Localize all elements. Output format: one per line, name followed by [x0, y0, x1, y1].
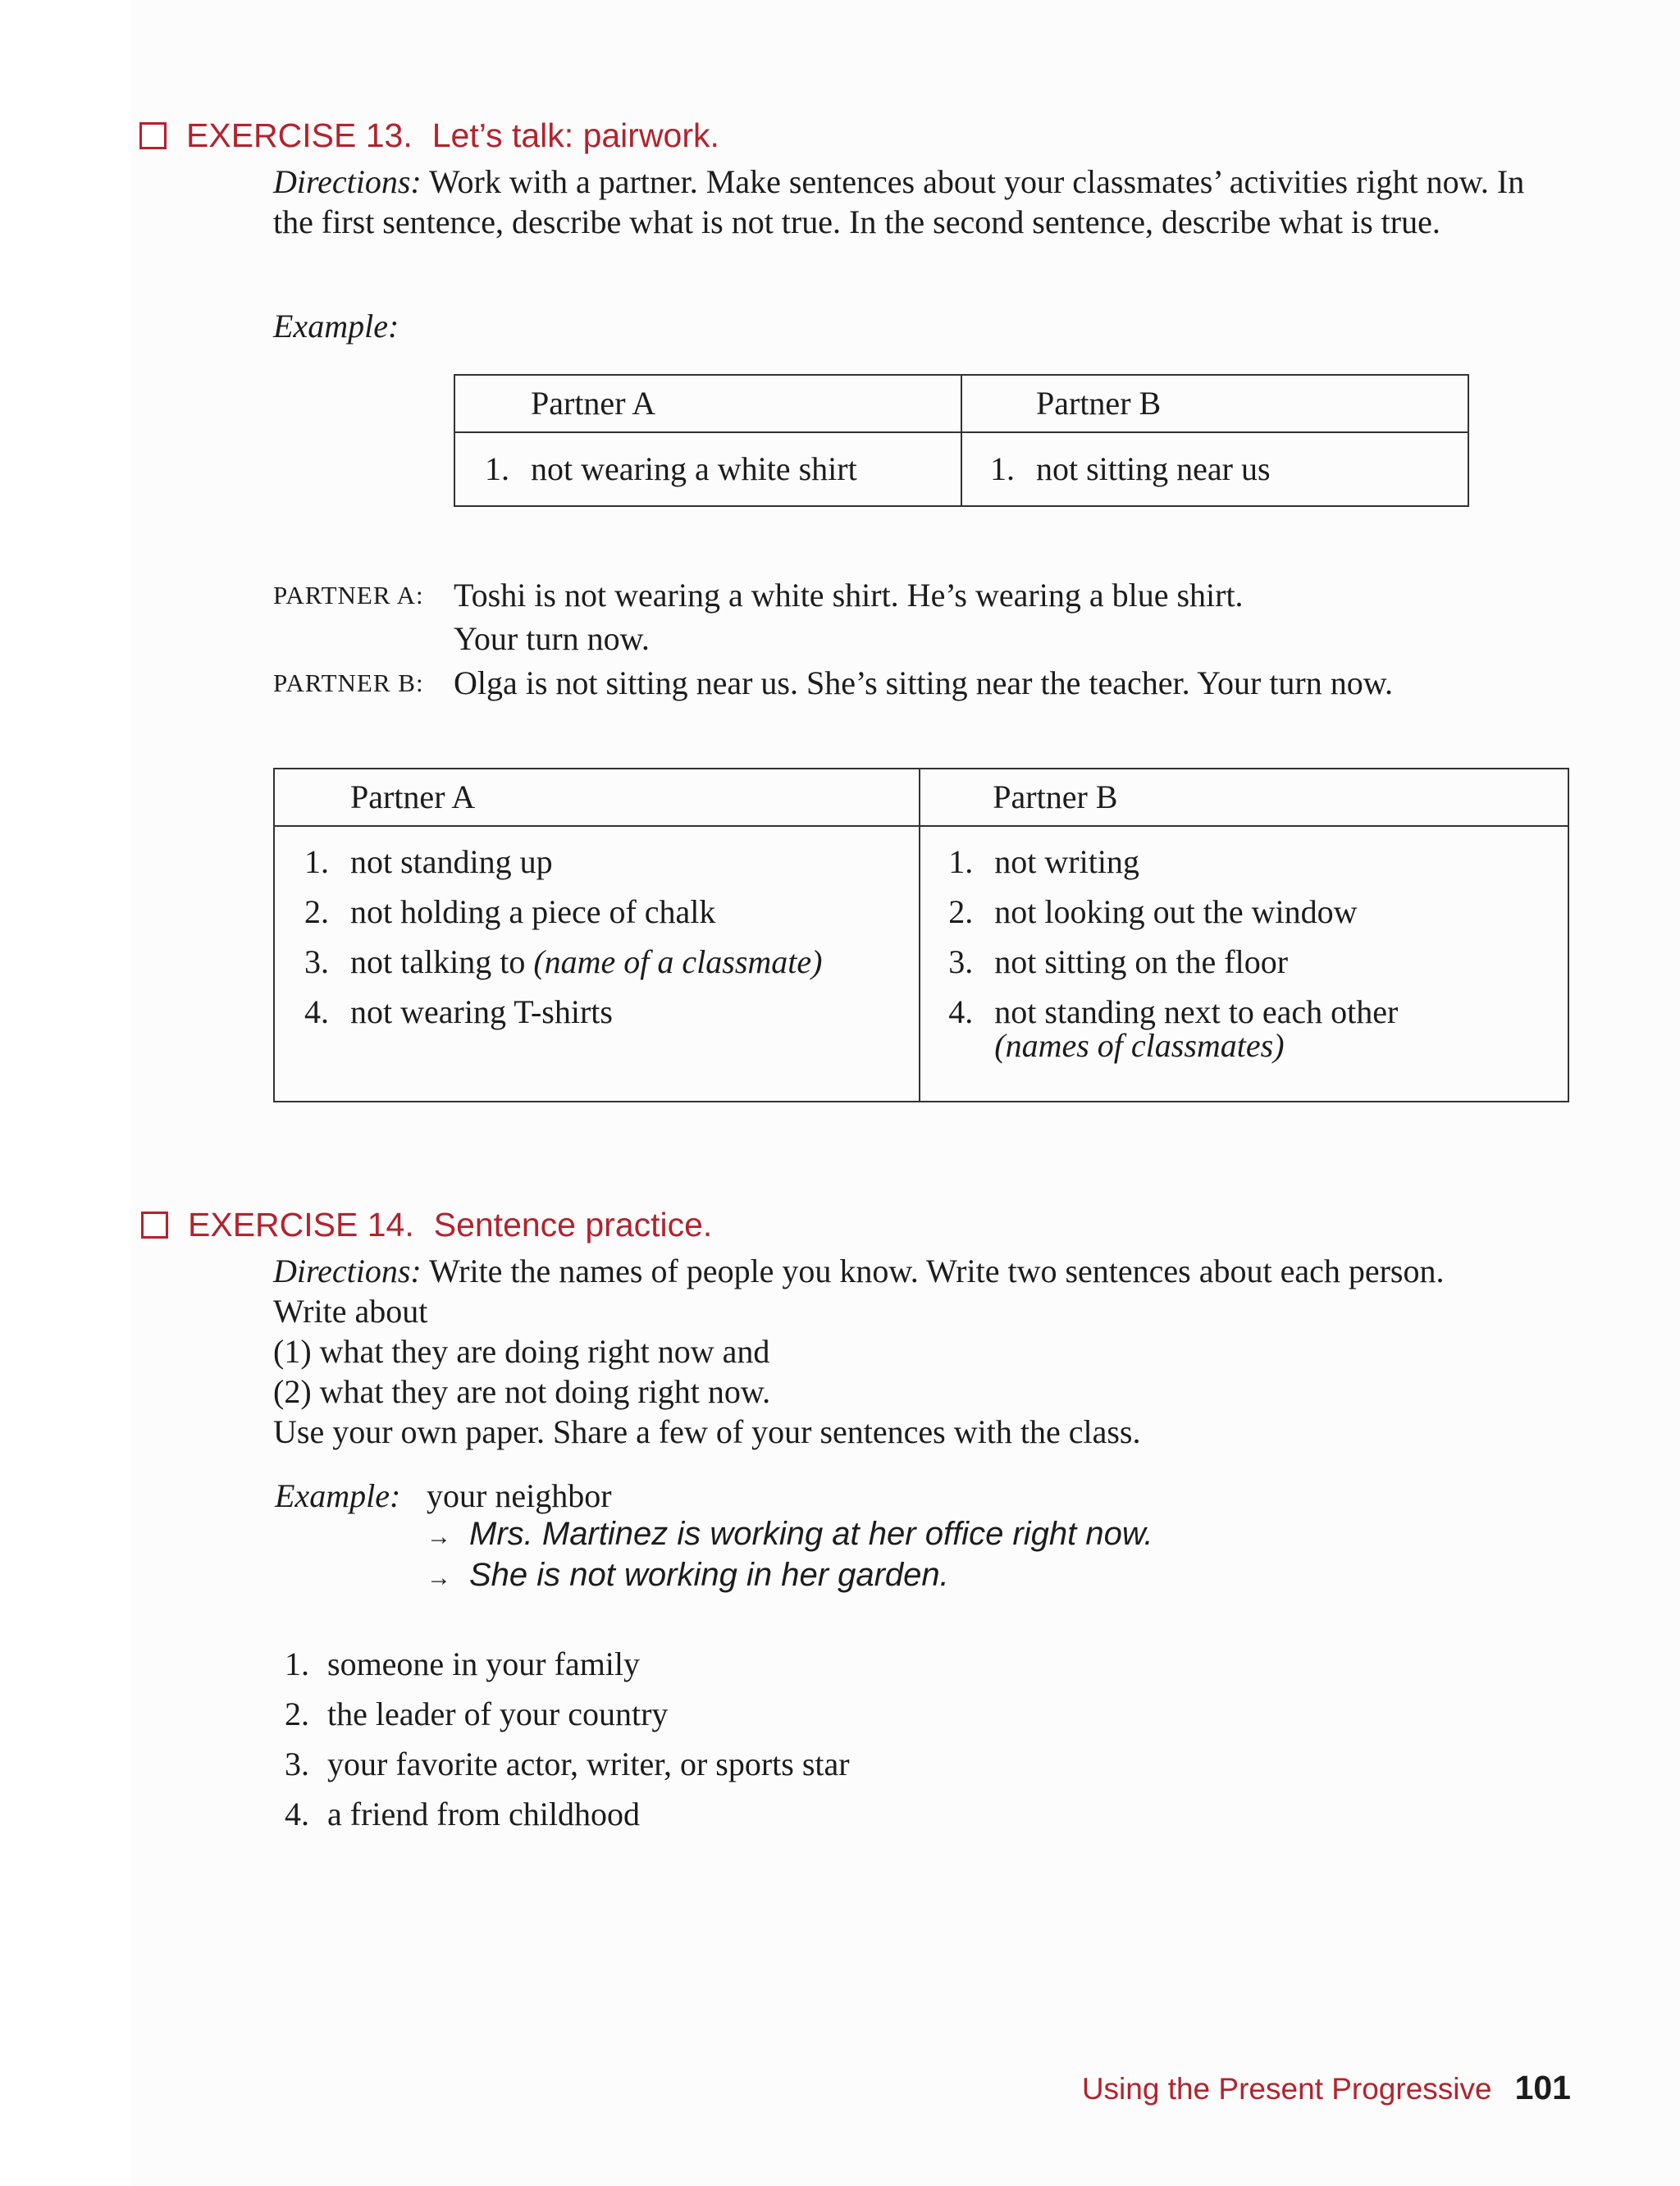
partner-a-list-cell — [274, 826, 920, 1102]
example-answer: → Mrs. Martinez is working at her office right now. — [427, 1516, 1153, 1552]
exercise-13-checkbox[interactable] — [139, 122, 167, 149]
footer-chapter-title: Using the Present Progressive — [1081, 2072, 1492, 2106]
direction-line: (2) what they are not doing right now. — [273, 1373, 771, 1410]
example-partner-a-item: 1. not wearing a white shirt — [454, 432, 961, 506]
example-partner-a-header: Partner A — [454, 375, 961, 432]
partner-b-list-cell — [920, 826, 1568, 1102]
exercise-14-directions — [273, 1251, 1520, 1452]
arrow-icon: → — [427, 1564, 451, 1591]
directions-label: Directions: — [273, 1253, 422, 1289]
partner-a-item: 1. not standing up — [304, 843, 553, 880]
speaker-b-label: PARTNER B: — [273, 669, 424, 697]
list-item: 4. a friend from childhood — [285, 1796, 640, 1832]
partner-b-item: 4. not standing next to each other — [948, 993, 1399, 1030]
directions-text: Work with a partner. Make sentences about your classmates’ activities right now. In the first sentence, describe what is not true. In the second sentence, describe what is true. — [273, 163, 1525, 240]
dialogue-line-a1: Toshi is not wearing a white shirt. He’s wearing a blue shirt. — [454, 577, 1244, 614]
example-partner-table — [454, 374, 1469, 507]
list-item: 3. your favorite actor, writer, or sports star — [285, 1746, 850, 1782]
exercise-14-heading — [141, 1206, 712, 1244]
exercise-13-directions — [273, 162, 1536, 242]
exercise-13-heading — [139, 116, 719, 155]
exercise-13-label: EXERCISE 13. — [186, 116, 413, 154]
dialogue-line-a2: Your turn now. — [454, 620, 650, 657]
partner-b-item: 1. not writing — [948, 843, 1139, 880]
partner-b-header: Partner B — [920, 769, 1568, 826]
exercise-13-example-label: Example: — [273, 308, 399, 345]
partner-table — [273, 768, 1569, 1102]
directions-text: Write the names of people you know. Write two sentences about each person. Write about — [273, 1253, 1445, 1330]
example-partner-b-header: Partner B — [961, 375, 1468, 432]
classmate-name-note: (name of a classmate) — [533, 943, 823, 980]
direction-line: Use your own paper. Share a few of your sentences with the class. — [273, 1413, 1141, 1450]
example-partner-b-item: 1. not sitting near us — [961, 432, 1468, 506]
partner-a-header: Partner A — [274, 769, 920, 826]
exercise-14-items — [285, 1639, 850, 1839]
partner-a-item: 4. not wearing T-shirts — [304, 993, 613, 1030]
example-answer: → She is not working in her garden. — [427, 1557, 949, 1593]
example-prompt: your neighbor — [427, 1477, 612, 1514]
list-item: 2. the leader of your country — [285, 1695, 669, 1732]
speaker-a-label: PARTNER A: — [273, 581, 424, 609]
classmates-names-note: (names of classmates) — [994, 1027, 1285, 1064]
page-number: 101 — [1514, 2069, 1571, 2106]
partner-b-item: 3. not sitting on the floor — [948, 943, 1289, 980]
list-item: 1. someone in your family — [285, 1645, 641, 1682]
partner-a-item: 2. not holding a piece of chalk — [304, 893, 716, 930]
partner-a-item: 3. not talking to (name of a classmate) — [304, 937, 919, 987]
exercise-14-checkbox[interactable] — [141, 1212, 168, 1239]
partner-b-item: 2. not looking out the window — [948, 893, 1358, 930]
direction-line: (1) what they are doing right now and — [273, 1333, 770, 1370]
page-footer — [1082, 2069, 1571, 2107]
directions-label: Directions: — [273, 163, 422, 200]
exercise-13-title: Let’s talk: pairwork. — [431, 116, 719, 154]
exercise-14-title: Sentence practice. — [433, 1206, 713, 1244]
exercise-14-example-label: Example: — [275, 1477, 401, 1514]
dialogue-line-b: Olga is not sitting near us. She’s sitting near the teacher. Your turn now. — [454, 664, 1394, 701]
exercise-14-label: EXERCISE 14. — [188, 1206, 414, 1244]
arrow-icon: → — [427, 1523, 451, 1550]
